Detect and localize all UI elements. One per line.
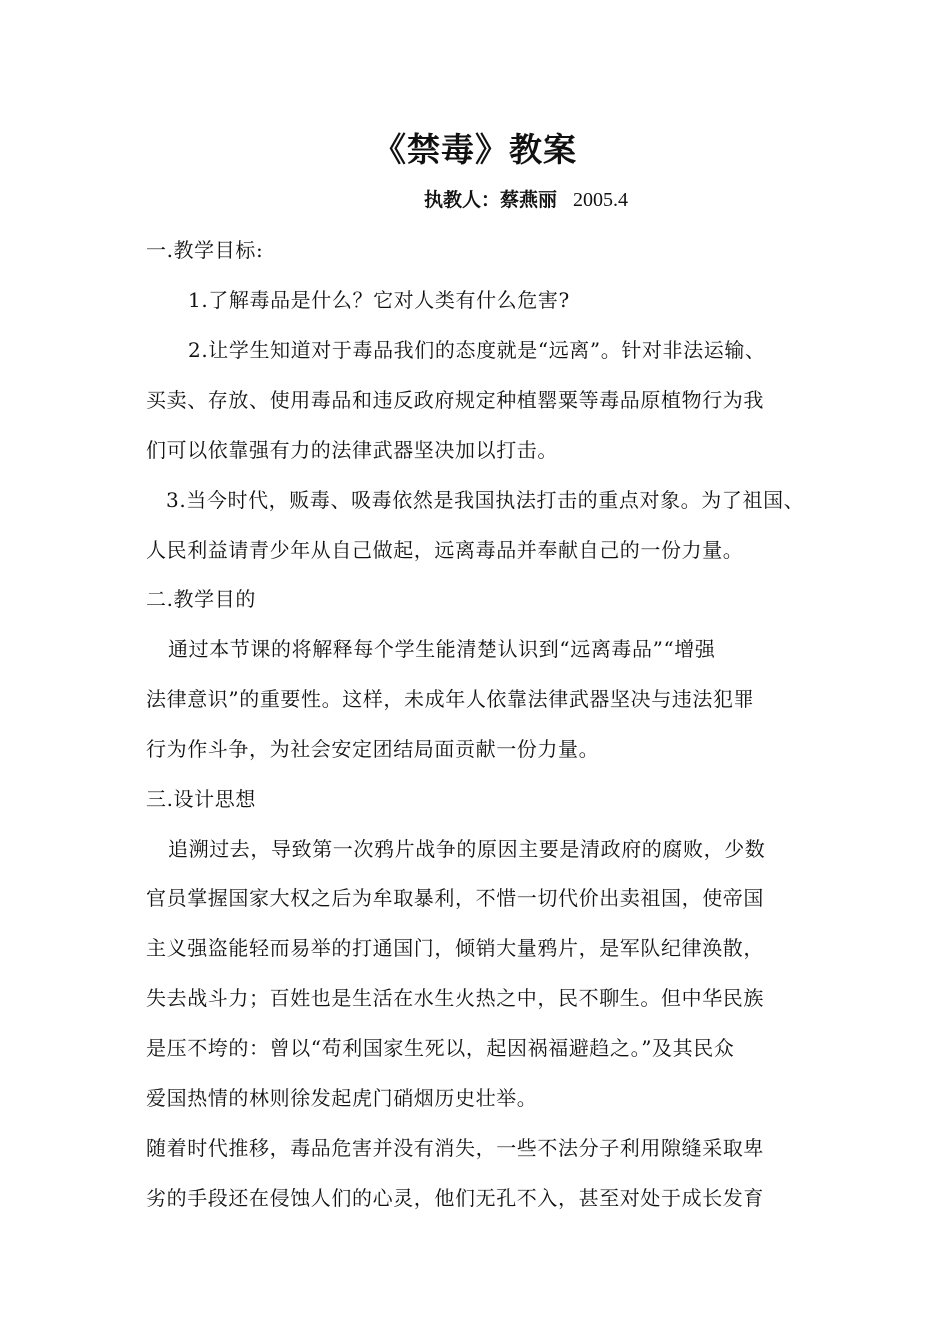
section-heading-objectives: 一.教学目标: bbox=[146, 238, 264, 262]
design-line-2: 官员掌握国家大权之后为牟取暴利，不惜一切代价出卖祖国，使帝国 bbox=[146, 886, 764, 910]
document-title: 《禁毒》教案 bbox=[373, 130, 577, 169]
design-line-4: 失去战斗力；百姓也是生活在水生火热之中，民不聊生。但中华民族 bbox=[146, 986, 764, 1010]
author-label: 执教人：蔡燕丽 bbox=[424, 189, 558, 211]
purpose-line-2: 法律意识”的重要性。这样，未成年人依靠法律武器坚决与违法犯罪 bbox=[146, 687, 755, 711]
document-date: 2005.4 bbox=[573, 189, 629, 211]
objective-3-line-1: 3.当今时代，贩毒、吸毒依然是我国执法打击的重点对象。为了祖国、 bbox=[166, 488, 805, 512]
objective-2-line-1: 2.让学生知道对于毒品我们的态度就是“远离”。针对非法运输、 bbox=[188, 338, 766, 362]
design-line-5: 是压不垮的：曾以“苟利国家生死以，起因祸福避趋之。”及其民众 bbox=[146, 1036, 735, 1060]
design-line-7: 随着时代推移，毒品危害并没有消失，一些不法分子利用隙缝采取卑 bbox=[146, 1136, 764, 1160]
objective-1: 1.了解毒品是什么？它对人类有什么危害? bbox=[188, 288, 570, 312]
design-line-3: 主义强盗能轻而易举的打通国门，倾销大量鸦片，是军队纪律涣散， bbox=[146, 936, 764, 960]
design-line-6: 爱国热情的林则徐发起虎门硝烟历史壮举。 bbox=[146, 1086, 538, 1110]
purpose-line-1: 通过本节课的将解释每个学生能清楚认识到“远离毒品”“增强 bbox=[168, 637, 716, 661]
section-heading-design: 三.设计思想 bbox=[146, 787, 256, 811]
objective-3-line-2: 人民利益请青少年从自己做起，远离毒品并奉献自己的一份力量。 bbox=[146, 538, 744, 562]
design-line-1: 追溯过去，导致第一次鸦片战争的原因主要是清政府的腐败，少数 bbox=[168, 837, 766, 861]
design-line-8: 劣的手段还在侵蚀人们的心灵，他们无孔不入，甚至对处于成长发育 bbox=[146, 1186, 764, 1210]
author-line bbox=[424, 186, 628, 214]
objective-2-line-3: 们可以依靠强有力的法律武器坚决加以打击。 bbox=[146, 438, 558, 462]
objective-2-line-2: 买卖、存放、使用毒品和违反政府规定种植罂粟等毒品原植物行为我 bbox=[146, 388, 764, 412]
purpose-line-3: 行为作斗争，为社会安定团结局面贡献一份力量。 bbox=[146, 737, 600, 761]
section-heading-purpose: 二.教学目的 bbox=[146, 587, 256, 611]
